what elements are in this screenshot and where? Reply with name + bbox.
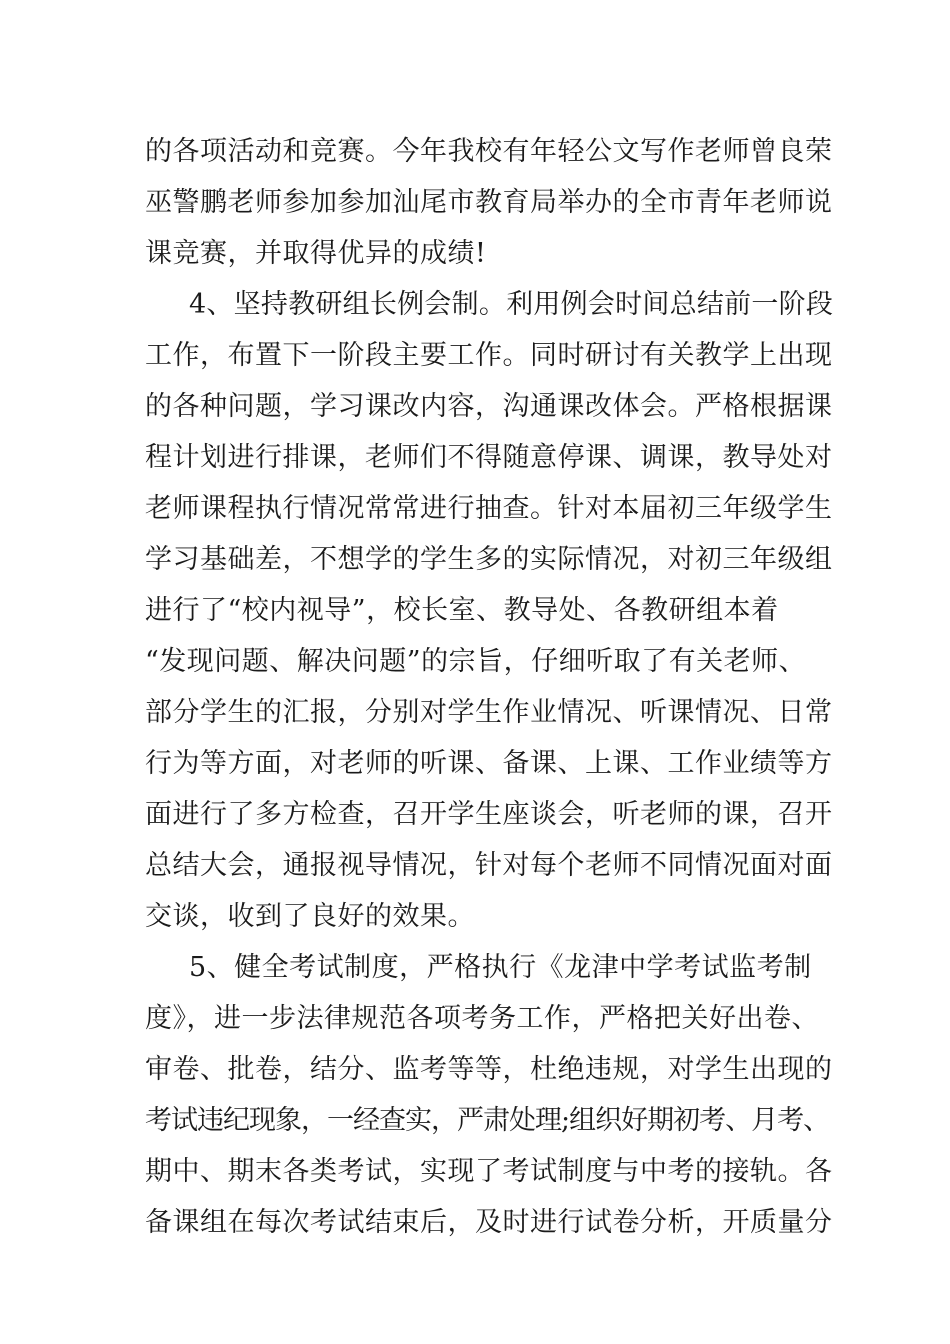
text-line-15: 总结大会，通报视导情况，针对每个老师不同情况面对面 (145, 850, 833, 881)
text-line-20: 考试违纪现象，一经查实，严肃处理;组织好期初考、月考、 (145, 1105, 830, 1136)
text-line-13: 行为等方面，对老师的听课、备课、上课、工作业绩等方 (145, 748, 833, 779)
text-line-7: 程计划进行排课，老师们不得随意停课、调课，教导处对 (145, 442, 833, 473)
text-line-22: 备课组在每次考试结束后，及时进行试卷分析，开质量分 (145, 1207, 833, 1238)
text-line-21: 期中、期末各类考试，实现了考试制度与中考的接轨。各 (145, 1156, 833, 1187)
text-line-6: 的各种问题，学习课改内容，沟通课改体会。严格根据课 (145, 391, 833, 422)
text-line-2: 巫警鹏老师参加参加汕尾市教育局举办的全市青年老师说 (145, 187, 833, 218)
text-line-8: 老师课程执行情况常常进行抽查。针对本届初三年级学生 (145, 493, 833, 524)
text-line-17: 5、健全考试制度，严格执行《龙津中学考试监考制 (189, 952, 812, 983)
text-line-10: 进行了“校内视导”，校长室、教导处、各教研组本着 (145, 595, 779, 626)
body-text (145, 126, 835, 1248)
text-line-18: 度》，进一步法律规范各项考务工作，严格把关好出卷、 (145, 1003, 819, 1034)
text-line-12: 部分学生的汇报，分别对学生作业情况、听课情况、日常 (145, 697, 833, 728)
text-line-16: 交谈，收到了良好的效果。 (145, 901, 475, 932)
text-line-5: 工作，布置下一阶段主要工作。同时研讨有关教学上出现 (145, 340, 833, 371)
text-line-19: 审卷、批卷，结分、监考等等，杜绝违规，对学生出现的 (145, 1054, 833, 1085)
text-line-9: 学习基础差，不想学的学生多的实际情况，对初三年级组 (145, 544, 833, 575)
text-line-3: 课竞赛，并取得优异的成绩! (145, 238, 487, 269)
text-line-11: “发现问题、解决问题”的宗旨，仔细听取了有关老师、 (145, 646, 807, 677)
text-line-1: 的各项活动和竞赛。今年我校有年轻公文写作老师曾良荣 (145, 136, 833, 167)
text-line-14: 面进行了多方检查，召开学生座谈会，听老师的课，召开 (145, 799, 833, 830)
text-line-4: 4、坚持教研组长例会制。利用例会时间总结前一阶段 (189, 289, 834, 320)
